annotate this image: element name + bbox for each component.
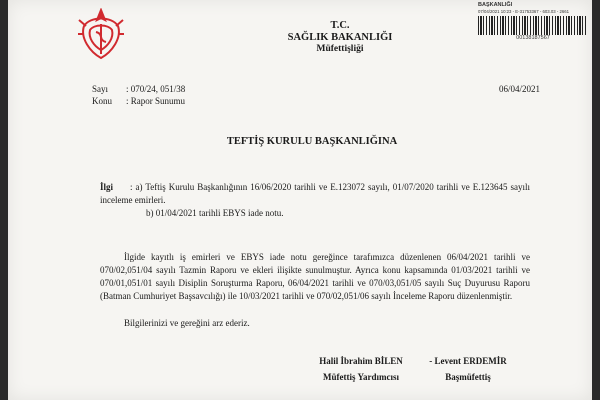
- sayi-value: : 070/24, 051/38: [126, 84, 186, 94]
- barcode-block: [478, 2, 590, 48]
- ilgi-a-text: : a) Teftiş Kurulu Başkanlığının 16/06/2020 tarihli ve E.123072 sayılı, 01/07/2020 tarihli ve E.123645 sayılı inceleme emirleri.: [100, 182, 530, 205]
- header-tc: T.C.: [330, 20, 350, 31]
- sayi-row: [92, 84, 185, 94]
- konu-label: Konu: [92, 96, 112, 106]
- signature-block-2: [418, 356, 518, 382]
- barcode-mid-label: 07/04/2021 10:23 - E-31753367 - 603.03 - 2661: [478, 9, 570, 14]
- konu-value: : Rapor Sunumu: [126, 96, 186, 106]
- body-text: İlgide kayıtlı iş emirleri ve EBYS iade notu gereğince tarafımızca düzenlenen 06/04/2021 tarihli ve 070/02,051/04 sayılı Tazmin Raporu ve ekleri ilişikte sunulmuştur. Ayrıca konu kapsamında 01/03/2021 tarihli ve 070/01,051/01 sayılı Disiplin Soruşturma Raporu, 06/04/2021 tarihli ve 070/03,051/05 sayılı Suç Duyurusu Raporu (Batman Cumhuriyet Başsavcılığı) ile 10/03/2021 tarihli ve 070/02,051/06 sayılı İnceleme Raporu düzenlenmiştir.: [100, 252, 530, 301]
- barcode-number: 00138187567: [516, 35, 550, 41]
- signatory-name-2: - Levent ERDEMİR: [429, 356, 507, 366]
- header-department: Müfettişliği: [316, 44, 364, 54]
- signatory-role-1: Müfettiş Yardımcısı: [323, 372, 399, 382]
- barcode-bars: [478, 16, 588, 35]
- signatory-name-1: Halil İbrahim BİLEN: [319, 356, 403, 366]
- document-date: 06/04/2021: [498, 84, 540, 94]
- ilgi-line-a: [100, 181, 530, 207]
- barcode-top-label: BAŞKANLIĞI: [478, 2, 513, 8]
- sayi-label: Sayı: [92, 84, 109, 94]
- signatory-role-2: Başmüfettiş: [445, 372, 491, 382]
- addressee-title: TEFTİŞ KURULU BAŞKANLIĞINA: [226, 136, 398, 147]
- ilgi-block: [100, 181, 530, 220]
- ilgi-line-b: b) 01/04/2021 tarihli EBYS iade notu.: [146, 208, 284, 218]
- header-ministry: SAĞLIK BAKANLIĞI: [287, 32, 393, 43]
- document-page: [8, 0, 592, 400]
- konu-row: [92, 96, 185, 106]
- signature-block-1: [306, 356, 416, 382]
- body-paragraph: [100, 251, 530, 303]
- ilgi-label: İlgi: [100, 182, 114, 192]
- closing-line: Bilgilerinizi ve gereğini arz ederiz.: [124, 318, 250, 328]
